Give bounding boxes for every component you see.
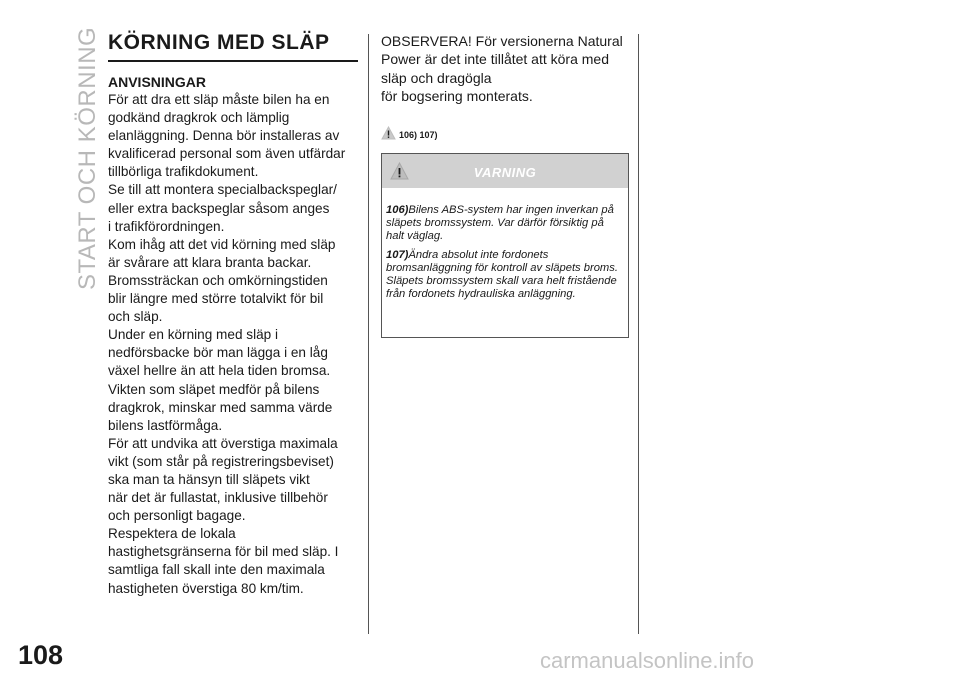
warning-item-text: Bilens ABS-system har ingen inverkan på släpets bromssystem. Var därför försiktig på halt väglag. <box>386 204 614 243</box>
side-title-text: START OCH KÖRNING <box>74 26 101 290</box>
section-body: För att dra ett släp måste bilen ha en godkänd dragkrok och lämplig elanläggning. Denna bör installeras av kvalificerad personal som även utfärdar tillbörliga trafikdokument. Se till att montera specialbackspeglar/ eller extra backspeglar såsom anges i trafikförordningen. Kom ihåg att det vid körning med släp är svårare att klara branta backar. Bromssträckan och omkörningstiden blir längre med större totalvikt för bil och släp. Under en körning med släp i nedförsbacke bör man lägga i en låg växel hellre än att hela tiden bromsa. Vikten som släpet medför på bilens dragkrok, minskar med samma värde bilens lastförmåga. För att undvika att överstiga maximala vikt (som står på registreringsbeviset) ska man ta hänsyn till släpets vikt när det är fullastat, inklusive tillbehör och personligt bagage. Respektera de lokala hastighetsgränserna för bil med släp. I samtliga fall skall inte den maximala hastigheten överstiga 80 km/tim. <box>108 92 346 596</box>
column-divider-left <box>368 34 369 634</box>
warning-refs-text: 106) 107) <box>399 129 438 140</box>
watermark: carmanualsonline.info <box>540 648 755 673</box>
warning-item <box>386 204 624 244</box>
column-divider-right <box>638 34 639 634</box>
main-column <box>108 30 358 598</box>
side-section-title <box>22 26 101 290</box>
warning-item-number: 106) <box>386 204 409 216</box>
warning-item <box>386 249 624 302</box>
warning-item-text: Ändra absolut inte fordonets bromsanläggning för kontroll av släpets broms. Släpets bromssystem skall vara helt fristående från fordonets hydrauliska anläggning. <box>386 248 618 301</box>
note-body: OBSERVERA! För versionerna Natural Power är det inte tillåtet att köra med släp och dragögla för bogsering monterats. <box>381 33 623 105</box>
section-heading: KÖRNING MED SLÄP <box>108 30 358 62</box>
warning-triangle-icon <box>381 126 396 140</box>
second-column <box>381 32 629 144</box>
warning-item-number: 107) <box>386 248 409 261</box>
warning-body <box>382 188 628 301</box>
subheading: ANVISNINGAR <box>108 74 207 90</box>
warning-header <box>382 154 628 188</box>
warning-title: VARNING <box>473 165 537 180</box>
warning-box <box>381 153 629 338</box>
page-number: 108 <box>18 640 64 670</box>
warning-refs <box>381 126 629 144</box>
